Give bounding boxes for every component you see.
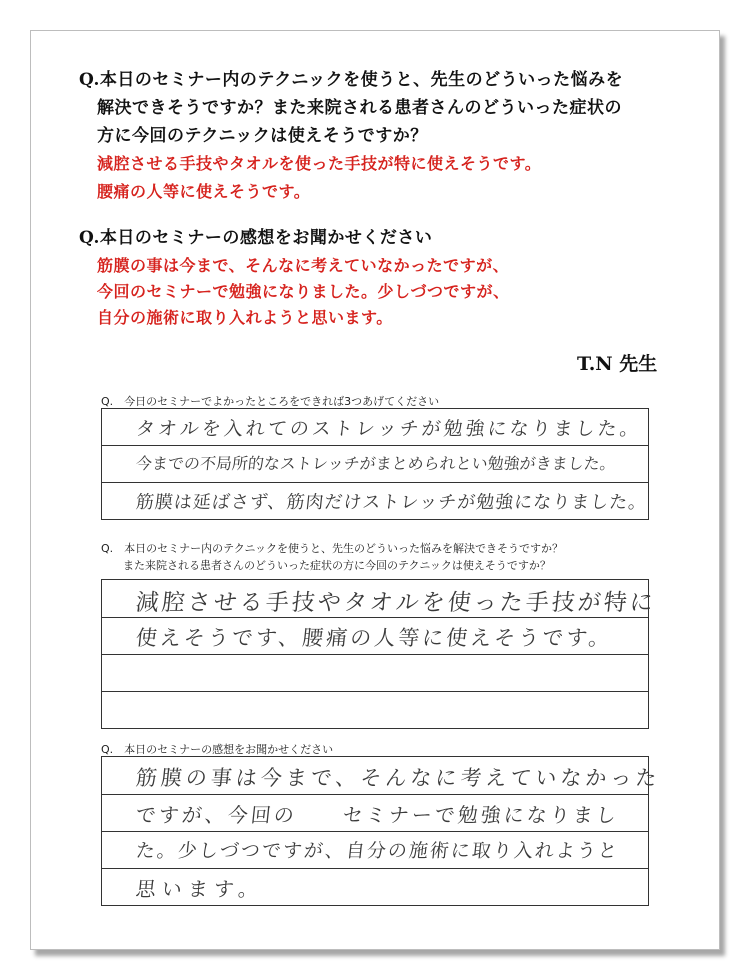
form-q3-answer-3: た。少しづつですが、自分の施術に取り入れようと: [134, 840, 621, 862]
form-q3-answer-1: 筋膜の事は今まで、そんなに考えていなかった: [134, 766, 662, 790]
ruled-line: [102, 691, 648, 692]
q1-line-3: 方に今回のテクニックは使えそうですか？: [97, 126, 428, 146]
teacher-signature: T.N 先生: [577, 353, 658, 375]
form-q3-answer-box: [101, 756, 662, 906]
form-q1-answer-2: 今までの不局所的なストレッチがまとめられとい勉強がきました。: [134, 454, 617, 473]
form-q3-label: Q. 本日のセミナーの感想をお聞かせください: [101, 743, 334, 756]
a2-line-3: 自分の施術に取り入れようと思います。: [97, 308, 393, 327]
form-q3-answer-4: 思います。: [134, 877, 266, 901]
ruled-line: [102, 617, 648, 618]
q2-heading: Q.本日のセミナーの感想をお聞かせください: [79, 228, 433, 248]
form-q3-answer-2: ですが、今回の セミナーで勉強になりまし: [134, 803, 621, 827]
q1-line-1: Q.本日のセミナー内のテクニックを使うと、先生のどういった悩みを: [79, 70, 624, 90]
form-q2-answer-box: [101, 579, 658, 729]
form-q1-answer-3: 筋膜は延ばさず、筋肉だけストレッチが勉強になりました。: [134, 492, 649, 513]
form-q1-answer-box: [101, 408, 649, 520]
survey-sheet: [30, 30, 720, 950]
ruled-line: [102, 482, 648, 483]
a1-line-2: 腰痛の人等に使えそうです。: [97, 182, 311, 201]
a1-line-1: 減腔させる手技やタオルを使った手技が特に使えそうです。: [97, 154, 542, 173]
form-q2-answer-1: 減腔させる手技やタオルを使った手技が特に: [134, 590, 658, 616]
ruled-line: [102, 794, 648, 795]
form-q2-label-line-2: また来院される患者さんのどういった症状の方に今回のテクニックは使えそうですか？: [101, 559, 551, 572]
ruled-line: [102, 831, 648, 832]
form-q1-label: Q. 今日のセミナーでよかったところをできれば3つあげてください: [101, 395, 440, 408]
ruled-line: [102, 654, 648, 655]
form-q1-answer-1: タオルを入れてのストレッチが勉強になりました。: [134, 418, 643, 440]
form-q2-label-line-1: Q. 本日のセミナー内のテクニックを使うと、先生のどういった悩みを解決できそうですか？: [101, 542, 564, 555]
a2-line-1: 筋膜の事は今まで、そんなに考えていなかったですが、: [97, 256, 510, 275]
a2-line-2: 今回のセミナーで勉強になりました。少しづつですが、: [97, 282, 510, 301]
form-q2-answer-2: 使えそうです、腰痛の人等に使えそうです。: [134, 626, 614, 650]
ruled-line: [102, 868, 648, 869]
q1-line-2: 解決できそうですか？また来院される患者さんのどういった症状の: [97, 98, 622, 118]
ruled-line: [102, 445, 648, 446]
